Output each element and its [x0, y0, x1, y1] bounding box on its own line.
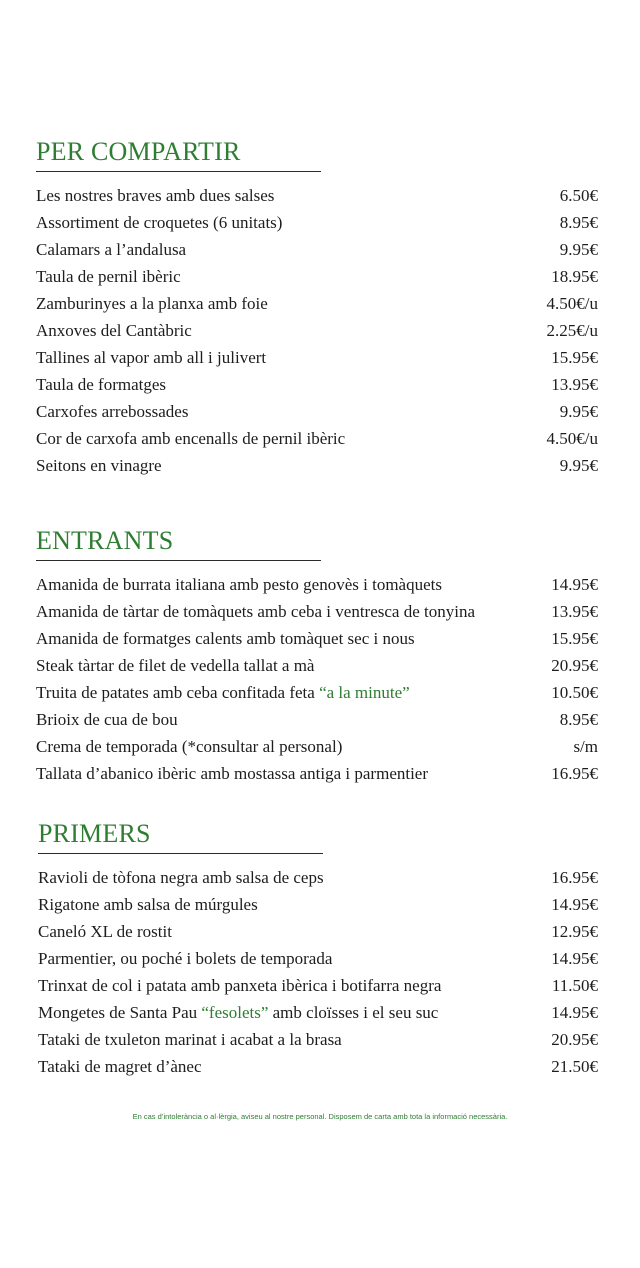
menu-item: [38, 945, 598, 972]
menu-item: [36, 182, 598, 209]
menu-item-price: 14.95€: [551, 895, 598, 914]
menu-item-price: 12.95€: [551, 922, 598, 941]
section-divider: [36, 171, 321, 172]
menu-item-price: 4.50€/u: [546, 429, 598, 448]
menu-item-name: [38, 945, 332, 972]
menu-item-price: 8.95€: [559, 710, 598, 729]
dish-name-text: Assortiment de croquetes (6 unitats): [36, 213, 283, 232]
allergy-footnote: En cas d’intolerància o al·lèrgia, aviseu al nostre personal. Disposem de carta amb tota la informació necessària.: [132, 1112, 508, 1121]
menu-item-price: 13.95€: [551, 602, 598, 621]
section-entrants: [36, 524, 598, 787]
dish-name-text: Parmentier, ou poché i bolets de temporada: [38, 949, 333, 968]
menu-item: [38, 864, 598, 891]
section-divider: [38, 853, 323, 854]
menu-item: [36, 398, 598, 425]
menu-item-price: 9.95€: [559, 240, 598, 259]
menu-item-name: [36, 317, 192, 344]
menu-item-name: [38, 972, 441, 999]
menu-item-name: [36, 571, 442, 598]
menu-item-price: 18.95€: [551, 267, 598, 286]
menu-item: [36, 625, 598, 652]
dish-name-text: Amanida de formatges calents amb tomàquet sec i nous: [36, 629, 415, 648]
menu-item-price: 15.95€: [551, 629, 598, 648]
menu-item-name: [38, 999, 438, 1026]
menu-item-price: 14.95€: [551, 575, 598, 594]
menu-item-price: 9.95€: [559, 456, 598, 475]
menu-item-price: 13.95€: [551, 375, 598, 394]
menu-item-price: 6.50€: [559, 186, 598, 205]
dish-name-text: Zamburinyes a la planxa amb foie: [36, 294, 268, 313]
menu-item: [36, 344, 598, 371]
dish-name-text: Taula de pernil ibèric: [36, 267, 181, 286]
dish-name-text: Mongetes de Santa Pau: [38, 1003, 202, 1022]
dish-name-text: Tataki de txuleton marinat i acabat a la brasa: [38, 1030, 342, 1049]
dish-name-text: Tallata d’abanico ibèric amb mostassa antiga i parmentier: [36, 764, 429, 783]
menu-item-name: [36, 760, 428, 787]
menu-list: [38, 864, 598, 1080]
dish-name-text: Trinxat de col i patata amb panxeta ibèrica i botifarra negra: [38, 976, 442, 995]
menu-item: [36, 706, 598, 733]
section-primers: [38, 817, 598, 1080]
menu-item-price: 4.50€/u: [546, 294, 598, 313]
menu-item: [36, 598, 598, 625]
dish-highlight-text: “fesolets”: [201, 1003, 269, 1022]
section-divider: [36, 560, 321, 561]
dish-name-text: Calamars a l’andalusa: [36, 240, 187, 259]
menu-item-name: [36, 290, 268, 317]
dish-name-text: Rigatone amb salsa de múrgules: [38, 895, 258, 914]
dish-name-text: Cor de carxofa amb encenalls de pernil ibèric: [36, 429, 346, 448]
dish-name-text: Anxoves del Cantàbric: [36, 321, 192, 340]
dish-name-text: Amanida de tàrtar de tomàquets amb ceba i ventresca de tonyina: [36, 602, 475, 621]
menu-item-name: [36, 236, 186, 263]
menu-item: [38, 999, 598, 1026]
menu-item-name: [36, 263, 181, 290]
menu-list: [36, 571, 598, 787]
dish-name-text: Amanida de burrata italiana amb pesto genovès i tomàquets: [36, 575, 442, 594]
menu-item-name: [36, 371, 166, 398]
dish-name-text: Taula de formatges: [36, 375, 167, 394]
menu-item-price: 14.95€: [551, 1003, 598, 1022]
menu-item-price: 10.50€: [551, 683, 598, 702]
section-per-compartir: [36, 135, 598, 479]
section-title: PRIMERS: [38, 819, 151, 848]
dish-name-text: Tallines al vapor amb all i julivert: [36, 348, 267, 367]
dish-name-text: Caneló XL de rostit: [38, 922, 172, 941]
menu-list: [36, 182, 598, 479]
menu-item-price: 2.25€/u: [546, 321, 598, 340]
menu-item-price: 9.95€: [559, 402, 598, 421]
dish-name-text: Steak tàrtar de filet de vedella tallat a mà: [36, 656, 315, 675]
menu-item: [36, 571, 598, 598]
dish-name-text: Brioix de cua de bou: [36, 710, 178, 729]
menu-item-price: 15.95€: [551, 348, 598, 367]
menu-item-name: [36, 598, 475, 625]
menu-item-price: 21.50€: [551, 1057, 598, 1076]
menu-item-price: 20.95€: [551, 656, 598, 675]
menu-item-name: [36, 398, 188, 425]
menu-item-name: [36, 344, 266, 371]
dish-name-suffix: amb cloïsses i el seu suc: [268, 1003, 439, 1022]
menu-item: [36, 760, 598, 787]
menu-item-name: [38, 1026, 342, 1053]
menu-item: [36, 371, 598, 398]
menu-item-name: [36, 652, 314, 679]
menu-item: [36, 452, 598, 479]
menu-item-price: 16.95€: [551, 764, 598, 783]
menu-item-name: [36, 679, 410, 706]
menu-item-name: [36, 182, 274, 209]
menu-item: [36, 652, 598, 679]
menu-item: [36, 425, 598, 452]
menu-item-price: 16.95€: [551, 868, 598, 887]
dish-name-text: Truita de patates amb ceba confitada feta: [36, 683, 320, 702]
menu-item-name: [38, 918, 172, 945]
menu-item-name: [36, 425, 345, 452]
menu-item-name: [36, 209, 282, 236]
menu-item: [38, 918, 598, 945]
menu-item: [38, 1053, 598, 1080]
section-title: PER COMPARTIR: [36, 137, 241, 166]
dish-highlight-text: “a la minute”: [319, 683, 410, 702]
menu-item: [38, 972, 598, 999]
menu-item: [36, 679, 598, 706]
menu-item: [36, 317, 598, 344]
menu-item-name: [36, 452, 162, 479]
dish-name-text: Crema de temporada (*consultar al personal): [36, 737, 343, 756]
dish-name-text: Les nostres braves amb dues salses: [36, 186, 275, 205]
menu-item-price: 8.95€: [559, 213, 598, 232]
section-title: ENTRANTS: [36, 526, 174, 555]
menu-item-price: 20.95€: [551, 1030, 598, 1049]
menu-item-name: [36, 625, 415, 652]
menu-item-name: [36, 733, 342, 760]
menu-item-price: 11.50€: [551, 976, 598, 995]
dish-name-text: Ravioli de tòfona negra amb salsa de ceps: [38, 868, 324, 887]
menu-item-name: [38, 864, 324, 891]
menu-item-price: s/m: [573, 737, 598, 756]
menu-item: [36, 236, 598, 263]
menu-item: [38, 891, 598, 918]
menu-item: [38, 1026, 598, 1053]
menu-item: [36, 290, 598, 317]
menu-item: [36, 733, 598, 760]
menu-item: [36, 209, 598, 236]
menu-item-name: [38, 1053, 202, 1080]
dish-name-text: Tataki de magret d’ànec: [38, 1057, 202, 1076]
menu-item-name: [36, 706, 178, 733]
menu-item-name: [38, 891, 258, 918]
menu-item: [36, 263, 598, 290]
dish-name-text: Carxofes arrebossades: [36, 402, 189, 421]
dish-name-text: Seitons en vinagre: [36, 456, 162, 475]
menu-item-price: 14.95€: [551, 949, 598, 968]
